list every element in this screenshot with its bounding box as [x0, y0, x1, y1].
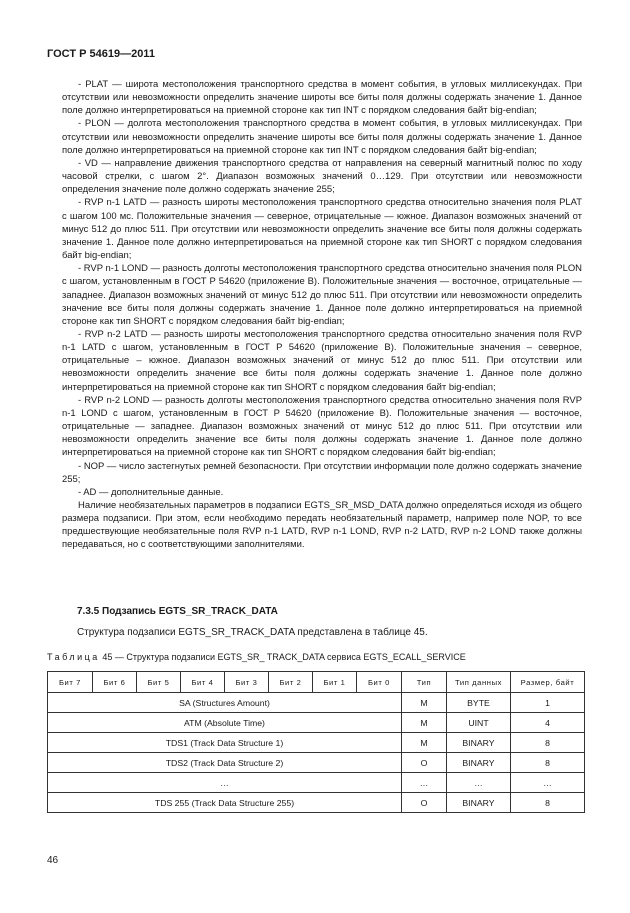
datatype-cell: UINT: [447, 713, 511, 733]
size-cell: 1: [511, 693, 585, 713]
table-row: [48, 793, 585, 813]
section-intro: Структура подзаписи EGTS_SR_TRACK_DATA представлена в таблице 45.: [77, 627, 428, 638]
datatype-cell: BYTE: [447, 693, 511, 713]
page-number: 46: [47, 855, 59, 866]
field-cell: TDS1 (Track Data Structure 1): [48, 733, 402, 753]
header-cell: Тип: [402, 672, 447, 693]
size-cell: 8: [511, 753, 585, 773]
paragraph-ad: - AD — дополнительные данные.: [78, 486, 224, 498]
table-header-row: [48, 672, 585, 693]
type-cell: M: [402, 693, 447, 713]
paragraph-plat: - PLAT — широта местоположения транспортного средства в момент события, в угловых миллисекундах. При отсутствии или невозможности определить значение широты все биты поля должны содержать значение 1. Данное поле должно интерпретироваться на приемной стороне как тип INT с порядком следования байт big-endian;: [62, 79, 582, 117]
paragraph-rvp-n1-latd: - RVP n-1 LATD — разность широты местоположения транспортного средства относительно значения поля PLAT с шагом 100 мс. Положительные значения — северное, отрицательные — южное. Диапазон возможных значений от минус 512 до плюс 511. При отсутствии или невозможности определить значение все биты поля должны содержать значение 1. Данное поле должно интерпретироваться на приемной стороне как тип SHORT с порядком следования байт big-endian;: [62, 197, 582, 262]
paragraph-rvp-n2-latd: - RVP n-2 LATD — разность широты местоположения транспортного средства относительно значения поля RVP n-1 LATD с шагом, установленным в ГОСТ Р 54620 (приложение В). Положительные значения – северное, отрицательные – южное. Диапазон возможных значений от минус 512 до плюс 511. При отсутствии или невозможности определить значение все биты поля должны содержать значение 1. Данное поле должно интерпретироваться на приемной стороне как тип SHORT с порядком следования байт big-endian;: [62, 328, 582, 393]
field-cell: TDS2 (Track Data Structure 2): [48, 753, 402, 773]
section-heading: 7.3.5 Подзапись EGTS_SR_TRACK_DATA: [77, 606, 278, 617]
paragraph-vd: - VD — направление движения транспортного средства от направления на северный магнитный полюс по ходу часовой стрелки, с шагом 2°. Диапазон возможных значений 0…129. При отсутствии или невозможности определения значение поле должно содержать значение 255;: [62, 157, 582, 196]
header-cell: Бит 2: [269, 672, 313, 693]
field-cell: TDS 255 (Track Data Structure 255): [48, 793, 402, 813]
datatype-cell: …: [447, 773, 511, 793]
body-text: [62, 78, 582, 552]
table-caption-text: 45 — Структура подзаписи EGTS_SR_ TRACK_DATA сервиса EGTS_ECALL_SERVICE: [102, 652, 466, 662]
datatype-cell: BINARY: [447, 733, 511, 753]
header-cell: Размер, байт: [511, 672, 585, 693]
paragraph-optional-params: Наличие необязательных параметров в подзаписи EGTS_SR_MSD_DATA должно определяться исходя из общего размера подзаписи. При этом, если необходимо передать необязательный параметр, например поле NOP, то все предшествующие необязательные поля RVP n-1 LATD, RVP n-1 LOND, RVP n-2 LATD, RVP n-2 LOND также должны передаваться, но с соответствующими заполнителями.: [62, 500, 582, 551]
header-cell: Бит 7: [48, 672, 93, 693]
paragraph-plon: - PLON — долгота местоположения транспортного средства в момент события, в угловых миллисекундах. При отсутствии или невозможности определить значение широты все биты поля должны содержать значение 1. Данное поле должно интерпретироваться на приемной стороне как тип INT с порядком следования байт big-endian;: [62, 118, 582, 156]
size-cell: 8: [511, 793, 585, 813]
header-cell: Бит 4: [181, 672, 225, 693]
field-cell: ATM (Absolute Time): [48, 713, 402, 733]
field-cell: …: [48, 773, 402, 793]
type-cell: O: [402, 753, 447, 773]
table-row: [48, 713, 585, 733]
type-cell: …: [402, 773, 447, 793]
size-cell: …: [511, 773, 585, 793]
structure-table: [47, 671, 585, 813]
size-cell: 4: [511, 713, 585, 733]
table-row: [48, 693, 585, 713]
type-cell: M: [402, 733, 447, 753]
type-cell: O: [402, 793, 447, 813]
table-row: [48, 753, 585, 773]
header-cell: Бит 0: [357, 672, 402, 693]
header-cell: Бит 5: [137, 672, 181, 693]
datatype-cell: BINARY: [447, 793, 511, 813]
document-header: ГОСТ Р 54619—2011: [47, 48, 155, 60]
header-cell: Тип данных: [447, 672, 511, 693]
header-cell: Бит 3: [225, 672, 269, 693]
field-cell: SA (Structures Amount): [48, 693, 402, 713]
type-cell: M: [402, 713, 447, 733]
paragraph-rvp-n2-lond: - RVP n-2 LOND — разность долготы местоположения транспортного средства относительно значения поля RVP n-1 LOND с шагом, установленным в ГОСТ Р 54620 (приложение В). Положительные значения — восточное, отрицательные — западнее. Диапазон возможных значений от минус 512 до плюс 511. При отсутствии или невозможности определить значение все биты поля должны содержать значение 1. Данное поле должно интерпретироваться на приемной стороне как тип SHORT с порядком следования байт big-endian;: [62, 394, 582, 459]
size-cell: 8: [511, 733, 585, 753]
table-caption-word: Таблица: [47, 652, 100, 662]
header-cell: Бит 1: [313, 672, 357, 693]
paragraph-nop: - NOP — число застегнутых ремней безопасности. При отсутствии информации поле должно содержать значение 255;: [62, 460, 582, 485]
table-row: [48, 733, 585, 753]
table-row: [48, 773, 585, 793]
header-cell: Бит 6: [93, 672, 137, 693]
datatype-cell: BINARY: [447, 753, 511, 773]
paragraph-rvp-n1-lond: - RVP n-1 LOND — разность долготы местоположения транспортного средства относительно значения поля PLON с шагом, установленным в ГОСТ Р 54620 (приложение В). Положительные значения — восточное, отрицательные — западнее. Диапазон возможных значений от минус 512 до плюс 511. При отсутствии или невозможности определить значение все биты поля должны содержать значение 1. Данное поле должно интерпретироваться на приемной стороне как тип SHORT с порядком следования байт big-endian;: [62, 263, 582, 327]
table-caption: [47, 652, 466, 662]
